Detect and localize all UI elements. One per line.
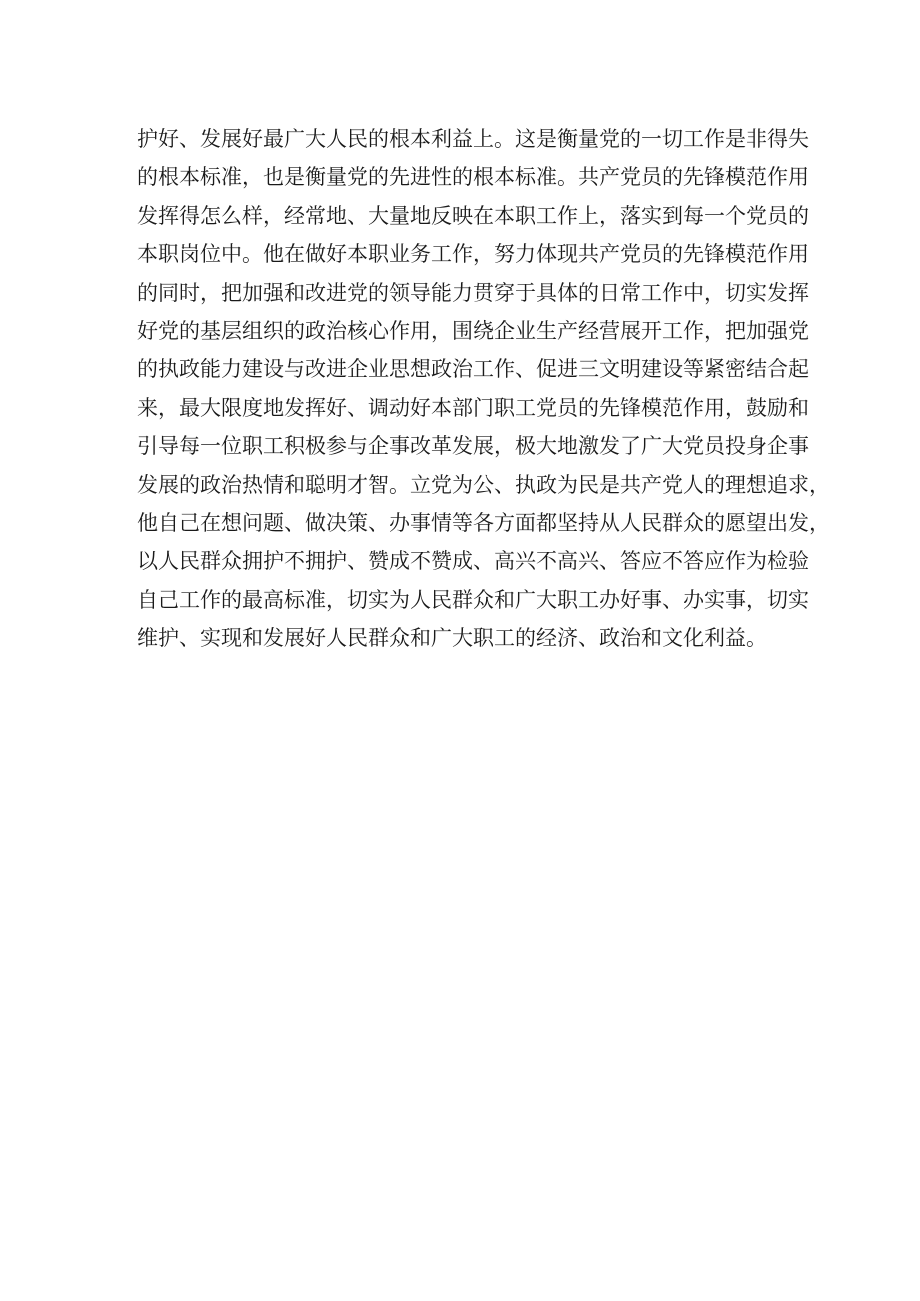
text-line-14: 维护、实现和发展好人民群众和广大职工的经济、政治和文化利益。	[137, 626, 767, 651]
text-line-12: 以人民群众拥护不拥护、赞成不赞成、高兴不高兴、答应不答应作为检验	[137, 549, 809, 574]
text-line-13: 自己工作的最高标准，切实为人民群众和广大职工办好事、办实事，切实	[137, 587, 809, 612]
text-line-4: 本职岗位中。他在做好本职业务工作，努力体现共产党员的先锋模范作用	[137, 242, 809, 267]
text-line-2: 的根本标准，也是衡量党的先进性的根本标准。共产党员的先锋模范作用	[137, 165, 809, 190]
text-line-8: 来，最大限度地发挥好、调动好本部门职工党员的先锋模范作用，鼓励和	[137, 395, 809, 420]
text-line-5: 的同时，把加强和改进党的领导能力贯穿于具体的日常工作中，切实发挥	[137, 280, 809, 305]
body-paragraph	[137, 120, 830, 657]
text-line-3: 发挥得怎么样，经常地、大量地反映在本职工作上，落实到每一个党员的	[137, 203, 809, 228]
text-line-1: 护好、发展好最广大人民的根本利益上。这是衡量党的一切工作是非得失	[137, 127, 809, 151]
text-line-6: 好党的基层组织的政治核心作用，围绕企业生产经营展开工作，把加强党	[137, 318, 809, 343]
text-line-9: 引导每一位职工积极参与企事改革发展，极大地激发了广大党员投身企事	[137, 434, 809, 459]
text-line-10: 发展的政治热情和聪明才智。立党为公、执政为民是共产党人的理想追求，	[137, 472, 830, 497]
text-line-7: 的执政能力建设与改进企业思想政治工作、促进三文明建设等紧密结合起	[137, 357, 809, 382]
text-line-11: 他自己在想问题、做决策、办事情等各方面都坚持从人民群众的愿望出发，	[137, 510, 830, 535]
